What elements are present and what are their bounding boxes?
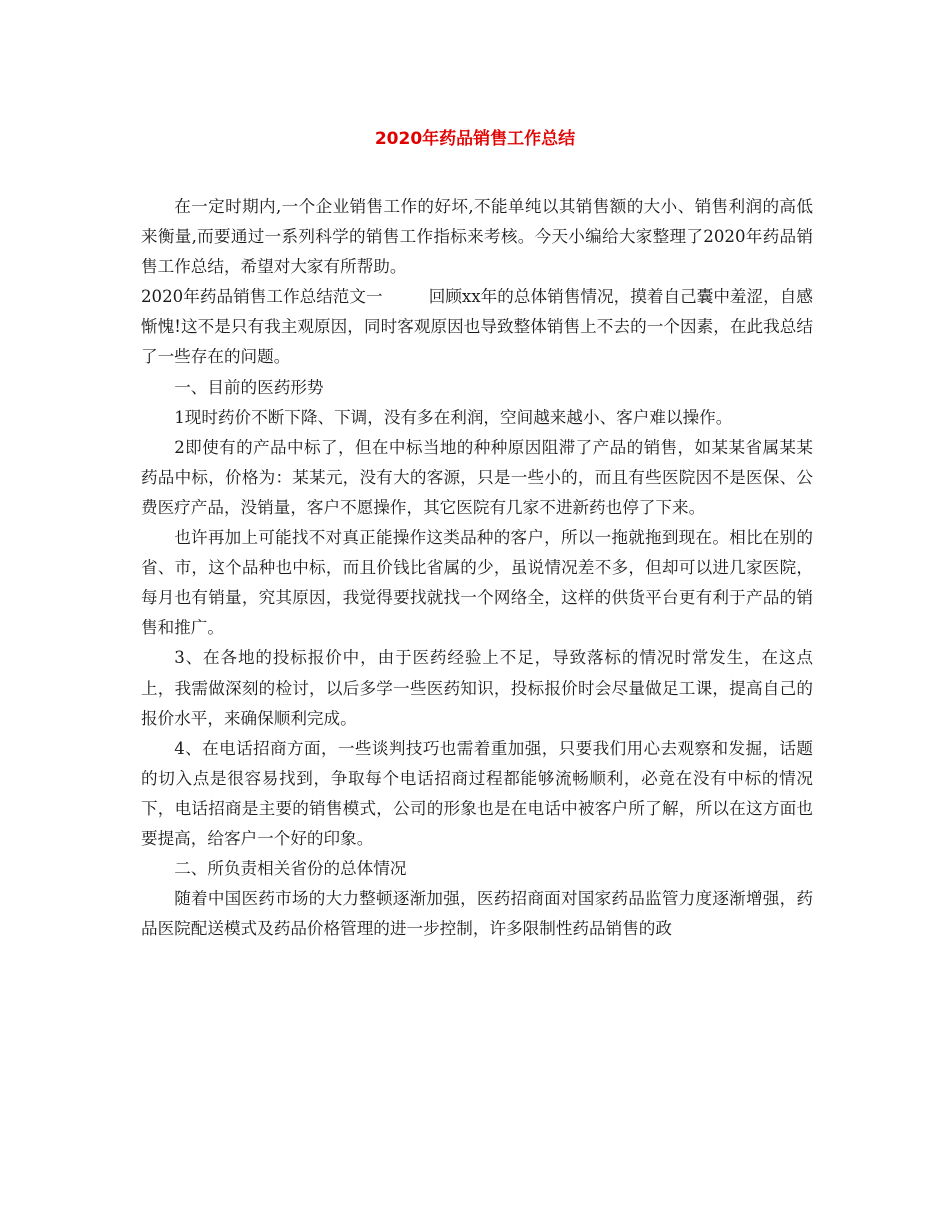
paragraph-perhaps: 也许再加上可能找不对真正能操作这类品种的客户，所以一拖就拖到现在。相比在别的省、市，这个品种也中标，而且价钱比省属的少，虽说情况差不多，但却可以进几家医院，每月也有销量，究其原因，我觉得要找就找一个网络全，这样的供货平台更有利于产品的销售和推广。 [141, 528, 813, 638]
paragraph-market: 随着中国医药市场的大力整顿逐渐加强，医药招商面对国家药品监管力度逐渐增强，药品医院配送模式及药品价格管理的进一步控制，许多限制性药品销售的政 [141, 889, 813, 939]
paragraph-item-1: 1现时药价不断下降、下调，没有多在利润，空间越来越小、客户难以操作。 [174, 407, 733, 427]
document-body [141, 192, 813, 944]
section-heading-provinces: 二、所负责相关省份的总体情况 [174, 859, 407, 879]
sample-heading: 2020年药品销售工作总结范文一 [141, 287, 383, 307]
document-title: 2020年药品销售工作总结 [374, 129, 576, 149]
section-heading-current-situation: 一、目前的医药形势 [174, 377, 324, 397]
paragraph-item-3: 3、在各地的投标报价中，由于医药经验上不足，导致落标的情况时常发生，在这点上，我需做深刻的检讨，以后多学一些医药知识，投标报价时会尽量做足工课，提高自己的报价水平，来确保顺利完成。 [141, 648, 813, 728]
sample-text: 回顾xx年的总体销售情况，摸着自己囊中羞涩，自感惭愧!这不是只有我主观原因，同时客观原因也导致整体销售上不去的一个因素，在此我总结了一些存在的问题。 [141, 287, 813, 367]
paragraph-item-2: 2即使有的产品中标了，但在中标当地的种种原因阻滞了产品的销售，如某某省属某某药品中标，价格为：某某元，没有大的客源，只是一些小的，而且有些医院因不是医保、公费医疗产品，没销量，客户不愿操作，其它医院有几家不进新药也停了下来。 [141, 437, 813, 517]
paragraph-item-4: 4、在电话招商方面，一些谈判技巧也需着重加强，只要我们用心去观察和发掘，话题的切入点是很容易找到，争取每个电话招商过程都能够流畅顺利，必竟在没有中标的情况下，电话招商是主要的销售模式，公司的形象也是在电话中被客户所了解，所以在这方面也要提高，给客户一个好的印象。 [141, 738, 813, 848]
paragraph-sample-one [141, 282, 813, 372]
paragraph-intro: 在一定时期内,一个企业销售工作的好坏,不能单纯以其销售额的大小、销售利润的高低来衡量,而要通过一系列科学的销售工作指标来考核。今天小编给大家整理了2020年药品销售工作总结，希望对大家有所帮助。 [141, 197, 813, 277]
